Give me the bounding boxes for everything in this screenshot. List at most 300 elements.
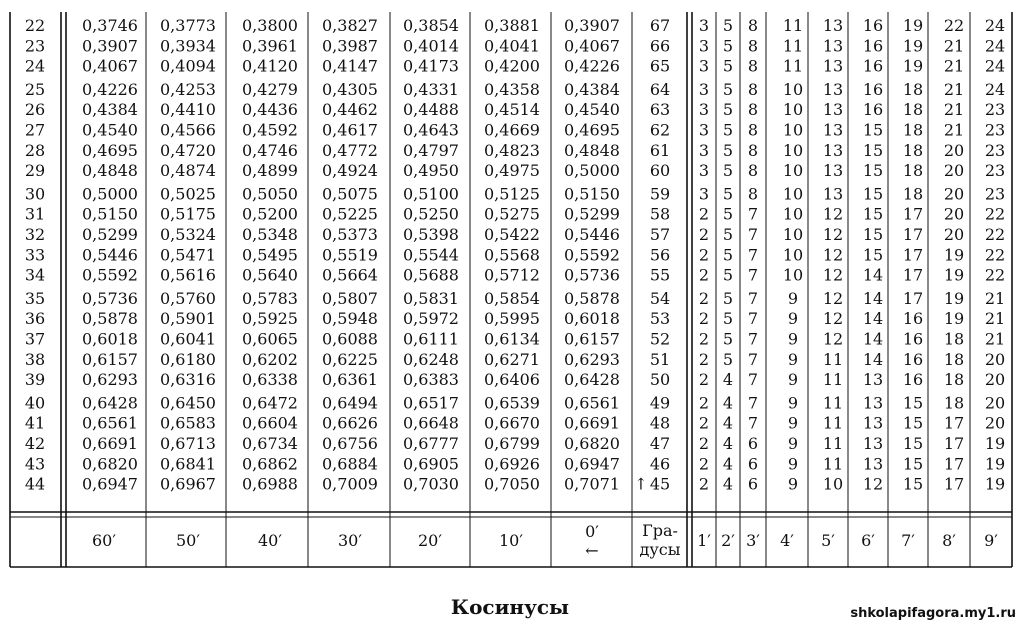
difference-cell: 14 <box>862 309 884 329</box>
difference-cell: 2 <box>698 245 710 265</box>
degree-cell: 42 <box>24 434 46 453</box>
difference-cell: 13 <box>822 140 844 160</box>
value-cell: 0,4540 <box>82 120 138 140</box>
value-cell: 0,6383 <box>403 370 459 390</box>
difference-cell: 17 <box>943 434 965 453</box>
difference-cell: 13 <box>862 370 884 390</box>
difference-cell: 20 <box>943 204 965 224</box>
table-row <box>25 225 1005 244</box>
difference-cell: 2 <box>698 474 710 494</box>
difference-cell: 5 <box>722 245 734 265</box>
difference-cell: 13 <box>862 413 884 433</box>
difference-cell: 17 <box>902 204 924 224</box>
value-cell: 0,6316 <box>160 370 216 390</box>
value-cell: 0,6428 <box>82 393 138 413</box>
complement-degree-cell: 65 <box>649 56 671 76</box>
difference-cell: 18 <box>943 329 965 349</box>
value-cell: 0,4746 <box>242 140 298 160</box>
complement-degree-cell: 54 <box>649 288 671 308</box>
table-body <box>25 16 1005 494</box>
difference-cell: 9 <box>787 288 799 308</box>
value-cell: 0,5736 <box>564 265 620 285</box>
difference-cell: 11 <box>782 16 804 35</box>
value-cell: 0,3746 <box>82 16 138 35</box>
table-row <box>25 100 1005 119</box>
degree-cell: 41 <box>24 413 46 433</box>
value-cell: 0,3773 <box>160 16 216 35</box>
difference-cell: 5 <box>722 265 734 285</box>
difference-minute-header: 3′ <box>746 531 760 550</box>
difference-cell: 15 <box>862 140 884 160</box>
value-cell: 0,4014 <box>403 36 459 56</box>
degree-cell: 30 <box>24 184 46 204</box>
difference-cell: 12 <box>822 288 844 308</box>
difference-cell: 24 <box>984 36 1006 56</box>
value-cell: 0,6905 <box>403 454 459 474</box>
difference-cell: 10 <box>822 474 844 494</box>
difference-cell: 18 <box>902 161 924 181</box>
difference-cell: 23 <box>984 120 1006 140</box>
value-cell: 0,6947 <box>82 474 138 494</box>
table-row <box>25 121 1005 140</box>
complement-degree-cell: 55 <box>649 265 671 285</box>
difference-cell: 5 <box>722 79 734 99</box>
value-cell: 0,6428 <box>564 370 620 390</box>
degree-cell: 23 <box>24 36 46 56</box>
difference-minute-header: 6′ <box>861 531 875 550</box>
difference-cell: 23 <box>984 100 1006 120</box>
degree-cell: 22 <box>24 16 46 35</box>
difference-minute-header: 9′ <box>984 531 998 550</box>
difference-cell: 2 <box>698 413 710 433</box>
difference-cell: 13 <box>822 79 844 99</box>
value-cell: 0,4147 <box>322 56 378 76</box>
difference-cell: 2 <box>698 309 710 329</box>
difference-cell: 12 <box>822 309 844 329</box>
table-row <box>25 309 1005 328</box>
value-cell: 0,6777 <box>403 434 459 453</box>
difference-cell: 2 <box>698 329 710 349</box>
difference-cell: 15 <box>862 245 884 265</box>
degree-cell: 28 <box>24 140 46 160</box>
difference-cell: 9 <box>787 393 799 413</box>
value-cell: 0,4410 <box>160 100 216 120</box>
value-cell: 0,6472 <box>242 393 298 413</box>
difference-cell: 10 <box>782 225 804 244</box>
value-cell: 0,4358 <box>484 79 540 99</box>
difference-cell: 8 <box>747 140 759 160</box>
value-cell: 0,5519 <box>322 245 378 265</box>
value-cell: 0,6561 <box>564 393 620 413</box>
value-cell: 0,5125 <box>484 184 540 204</box>
difference-cell: 5 <box>722 140 734 160</box>
complement-degree-cell: 61 <box>649 140 671 160</box>
complement-degree-cell: 62 <box>649 120 671 140</box>
value-cell: 0,4462 <box>322 100 378 120</box>
difference-cell: 2 <box>698 434 710 453</box>
value-cell: 0,6648 <box>403 413 459 433</box>
difference-cell: 8 <box>747 79 759 99</box>
difference-cell: 23 <box>984 140 1006 160</box>
difference-cell: 12 <box>822 329 844 349</box>
difference-cell: 20 <box>984 349 1006 369</box>
difference-cell: 12 <box>822 225 844 244</box>
difference-cell: 5 <box>722 329 734 349</box>
difference-cell: 3 <box>698 79 710 99</box>
complement-degree-cell: 45 <box>649 474 671 494</box>
minute-header: 60′ <box>92 531 116 550</box>
difference-cell: 5 <box>722 120 734 140</box>
difference-cell: 17 <box>943 413 965 433</box>
value-cell: 0,4488 <box>403 100 459 120</box>
minute-header: 10′ <box>499 531 523 550</box>
difference-cell: 17 <box>943 454 965 474</box>
difference-cell: 24 <box>984 56 1006 76</box>
difference-cell: 9 <box>787 370 799 390</box>
degree-cell: 31 <box>24 204 46 224</box>
degree-cell: 43 <box>24 454 46 474</box>
difference-cell: 24 <box>984 16 1006 35</box>
difference-cell: 17 <box>943 474 965 494</box>
left-arrow-icon: ← <box>585 541 599 560</box>
value-cell: 0,5854 <box>484 288 540 308</box>
difference-cell: 3 <box>698 16 710 35</box>
value-cell: 0,3961 <box>242 36 298 56</box>
value-cell: 0,5000 <box>82 184 138 204</box>
table-row <box>25 36 1005 55</box>
value-cell: 0,5901 <box>160 309 216 329</box>
difference-cell: 3 <box>698 100 710 120</box>
value-cell: 0,6947 <box>564 454 620 474</box>
value-cell: 0,6967 <box>160 474 216 494</box>
difference-cell: 13 <box>822 100 844 120</box>
value-cell: 0,5025 <box>160 184 216 204</box>
complement-degree-cell: 51 <box>649 349 671 369</box>
value-cell: 0,7009 <box>322 474 378 494</box>
difference-cell: 2 <box>698 288 710 308</box>
difference-cell: 15 <box>902 413 924 433</box>
difference-cell: 12 <box>862 474 884 494</box>
difference-cell: 12 <box>822 245 844 265</box>
difference-cell: 3 <box>698 56 710 76</box>
value-cell: 0,3934 <box>160 36 216 56</box>
value-cell: 0,5640 <box>242 265 298 285</box>
value-cell: 0,5948 <box>322 309 378 329</box>
difference-cell: 18 <box>943 393 965 413</box>
value-cell: 0,5150 <box>82 204 138 224</box>
value-cell: 0,6820 <box>564 434 620 453</box>
difference-cell: 19 <box>902 16 924 35</box>
difference-cell: 19 <box>984 434 1006 453</box>
value-cell: 0,4067 <box>82 56 138 76</box>
complement-degree-cell: 67 <box>649 16 671 35</box>
value-cell: 0,3987 <box>322 36 378 56</box>
value-cell: 0,5995 <box>484 309 540 329</box>
difference-cell: 16 <box>902 309 924 329</box>
complement-degree-cell: 58 <box>649 204 671 224</box>
difference-cell: 15 <box>862 204 884 224</box>
difference-cell: 13 <box>822 16 844 35</box>
value-cell: 0,4226 <box>82 79 138 99</box>
difference-cell: 21 <box>943 79 965 99</box>
difference-cell: 10 <box>782 265 804 285</box>
difference-cell: 20 <box>984 370 1006 390</box>
complement-degree-cell: 53 <box>649 309 671 329</box>
difference-cell: 22 <box>984 225 1006 244</box>
degree-cell: 25 <box>24 79 46 99</box>
difference-cell: 18 <box>902 120 924 140</box>
difference-cell: 12 <box>822 204 844 224</box>
value-cell: 0,5783 <box>242 288 298 308</box>
value-cell: 0,5373 <box>322 225 378 244</box>
difference-cell: 20 <box>943 184 965 204</box>
value-cell: 0,6884 <box>322 454 378 474</box>
degree-cell: 39 <box>24 370 46 390</box>
value-cell: 0,6756 <box>322 434 378 453</box>
difference-cell: 22 <box>984 245 1006 265</box>
difference-cell: 19 <box>943 265 965 285</box>
difference-cell: 15 <box>862 161 884 181</box>
difference-minute-header: 1′ <box>697 531 711 550</box>
value-cell: 0,6988 <box>242 474 298 494</box>
value-cell: 0,3907 <box>82 36 138 56</box>
difference-cell: 5 <box>722 184 734 204</box>
difference-cell: 7 <box>747 349 759 369</box>
difference-cell: 10 <box>782 204 804 224</box>
value-cell: 0,4643 <box>403 120 459 140</box>
difference-cell: 22 <box>984 265 1006 285</box>
difference-cell: 14 <box>862 265 884 285</box>
difference-cell: 6 <box>747 474 759 494</box>
table-row <box>25 330 1005 349</box>
difference-cell: 23 <box>984 161 1006 181</box>
difference-cell: 15 <box>902 474 924 494</box>
difference-cell: 13 <box>822 36 844 56</box>
difference-cell: 17 <box>902 288 924 308</box>
difference-cell: 5 <box>722 56 734 76</box>
difference-cell: 11 <box>822 349 844 369</box>
minute-header: 40′ <box>258 531 282 550</box>
difference-cell: 15 <box>902 434 924 453</box>
value-cell: 0,5878 <box>82 309 138 329</box>
difference-minute-header: 2′ <box>721 531 735 550</box>
difference-cell: 19 <box>984 454 1006 474</box>
value-cell: 0,6450 <box>160 393 216 413</box>
value-cell: 0,4226 <box>564 56 620 76</box>
difference-cell: 21 <box>943 36 965 56</box>
difference-cell: 4 <box>722 454 734 474</box>
difference-cell: 11 <box>782 36 804 56</box>
difference-cell: 19 <box>984 474 1006 494</box>
value-cell: 0,4514 <box>484 100 540 120</box>
table-row <box>25 184 1005 203</box>
difference-cell: 17 <box>902 225 924 244</box>
value-cell: 0,5422 <box>484 225 540 244</box>
degree-cell: 35 <box>24 288 46 308</box>
value-cell: 0,5592 <box>82 265 138 285</box>
table-row <box>25 454 1005 473</box>
value-cell: 0,5175 <box>160 204 216 224</box>
value-cell: 0,5348 <box>242 225 298 244</box>
difference-cell: 7 <box>747 225 759 244</box>
value-cell: 0,6041 <box>160 329 216 349</box>
value-cell: 0,3854 <box>403 16 459 35</box>
value-cell: 0,5050 <box>242 184 298 204</box>
table-row <box>25 350 1005 369</box>
value-cell: 0,6691 <box>82 434 138 453</box>
value-cell: 0,5398 <box>403 225 459 244</box>
value-cell: 0,4617 <box>322 120 378 140</box>
table-row <box>25 289 1005 308</box>
table-row <box>25 16 1005 35</box>
value-cell: 0,4331 <box>403 79 459 99</box>
value-cell: 0,7050 <box>484 474 540 494</box>
difference-cell: 15 <box>862 120 884 140</box>
value-cell: 0,6202 <box>242 349 298 369</box>
difference-cell: 13 <box>822 120 844 140</box>
value-cell: 0,6799 <box>484 434 540 453</box>
value-cell: 0,5324 <box>160 225 216 244</box>
table-row <box>25 266 1005 285</box>
value-cell: 0,4695 <box>564 120 620 140</box>
table-row <box>25 414 1005 433</box>
difference-cell: 13 <box>822 184 844 204</box>
difference-cell: 7 <box>747 413 759 433</box>
complement-degree-cell: 64 <box>649 79 671 99</box>
difference-cell: 2 <box>698 454 710 474</box>
difference-cell: 15 <box>862 225 884 244</box>
value-cell: 0,6338 <box>242 370 298 390</box>
difference-cell: 21 <box>943 120 965 140</box>
difference-cell: 5 <box>722 225 734 244</box>
difference-cell: 15 <box>862 184 884 204</box>
value-cell: 0,5736 <box>82 288 138 308</box>
complement-degree-cell: 47 <box>649 434 671 453</box>
complement-degree-cell: 52 <box>649 329 671 349</box>
value-cell: 0,6088 <box>322 329 378 349</box>
value-cell: 0,6691 <box>564 413 620 433</box>
value-cell: 0,5688 <box>403 265 459 285</box>
value-cell: 0,4924 <box>322 161 378 181</box>
value-cell: 0,5568 <box>484 245 540 265</box>
difference-cell: 18 <box>943 349 965 369</box>
value-cell: 0,5471 <box>160 245 216 265</box>
difference-cell: 18 <box>943 370 965 390</box>
value-cell: 0,6583 <box>160 413 216 433</box>
difference-cell: 4 <box>722 474 734 494</box>
difference-cell: 11 <box>822 370 844 390</box>
difference-cell: 17 <box>902 265 924 285</box>
degree-cell: 27 <box>24 120 46 140</box>
value-cell: 0,5299 <box>564 204 620 224</box>
difference-cell: 6 <box>747 454 759 474</box>
difference-cell: 11 <box>822 434 844 453</box>
difference-cell: 10 <box>782 161 804 181</box>
value-cell: 0,7030 <box>403 474 459 494</box>
value-cell: 0,4566 <box>160 120 216 140</box>
degrees-label: дусы <box>639 540 681 559</box>
value-cell: 0,4120 <box>242 56 298 76</box>
value-cell: 0,5925 <box>242 309 298 329</box>
difference-cell: 3 <box>698 120 710 140</box>
difference-cell: 8 <box>747 120 759 140</box>
difference-cell: 7 <box>747 204 759 224</box>
difference-cell: 9 <box>787 309 799 329</box>
difference-cell: 14 <box>862 288 884 308</box>
difference-cell: 19 <box>943 245 965 265</box>
degree-cell: 36 <box>24 309 46 329</box>
value-cell: 0,6180 <box>160 349 216 369</box>
difference-cell: 21 <box>984 329 1006 349</box>
value-cell: 0,4305 <box>322 79 378 99</box>
value-cell: 0,6225 <box>322 349 378 369</box>
value-cell: 0,6862 <box>242 454 298 474</box>
table-row <box>25 205 1005 224</box>
value-cell: 0,5544 <box>403 245 459 265</box>
difference-cell: 9 <box>787 474 799 494</box>
value-cell: 0,4695 <box>82 140 138 160</box>
difference-cell: 18 <box>902 184 924 204</box>
value-cell: 0,5712 <box>484 265 540 285</box>
difference-cell: 21 <box>943 56 965 76</box>
difference-cell: 11 <box>782 56 804 76</box>
value-cell: 0,6293 <box>82 370 138 390</box>
value-cell: 0,6065 <box>242 329 298 349</box>
value-cell: 0,5225 <box>322 204 378 224</box>
difference-cell: 4 <box>722 413 734 433</box>
difference-cell: 17 <box>902 245 924 265</box>
difference-cell: 11 <box>822 454 844 474</box>
difference-cell: 24 <box>984 79 1006 99</box>
difference-cell: 21 <box>984 288 1006 308</box>
value-cell: 0,5495 <box>242 245 298 265</box>
difference-minute-header: 7′ <box>901 531 915 550</box>
minute-header: 30′ <box>338 531 362 550</box>
difference-cell: 4 <box>722 434 734 453</box>
value-cell: 0,4823 <box>484 140 540 160</box>
difference-cell: 7 <box>747 265 759 285</box>
difference-cell: 8 <box>747 56 759 76</box>
difference-cell: 18 <box>902 140 924 160</box>
difference-cell: 3 <box>698 184 710 204</box>
complement-degree-cell: 63 <box>649 100 671 120</box>
value-cell: 0,6271 <box>484 349 540 369</box>
difference-cell: 7 <box>747 309 759 329</box>
difference-cell: 19 <box>902 56 924 76</box>
difference-cell: 5 <box>722 100 734 120</box>
difference-cell: 13 <box>822 56 844 76</box>
complement-degree-cell: 57 <box>649 225 671 244</box>
difference-cell: 18 <box>902 79 924 99</box>
difference-cell: 20 <box>943 161 965 181</box>
difference-cell: 10 <box>782 79 804 99</box>
degree-cell: 29 <box>24 161 46 181</box>
value-cell: 0,6406 <box>484 370 540 390</box>
value-cell: 0,3800 <box>242 16 298 35</box>
difference-cell: 9 <box>787 454 799 474</box>
difference-cell: 2 <box>698 370 710 390</box>
value-cell: 0,6248 <box>403 349 459 369</box>
difference-cell: 9 <box>787 349 799 369</box>
degree-cell: 37 <box>24 329 46 349</box>
value-cell: 0,6111 <box>403 329 459 349</box>
difference-cell: 21 <box>984 309 1006 329</box>
difference-cell: 15 <box>902 454 924 474</box>
value-cell: 0,4384 <box>564 79 620 99</box>
difference-cell: 21 <box>943 100 965 120</box>
value-cell: 0,4848 <box>82 161 138 181</box>
difference-cell: 10 <box>782 120 804 140</box>
